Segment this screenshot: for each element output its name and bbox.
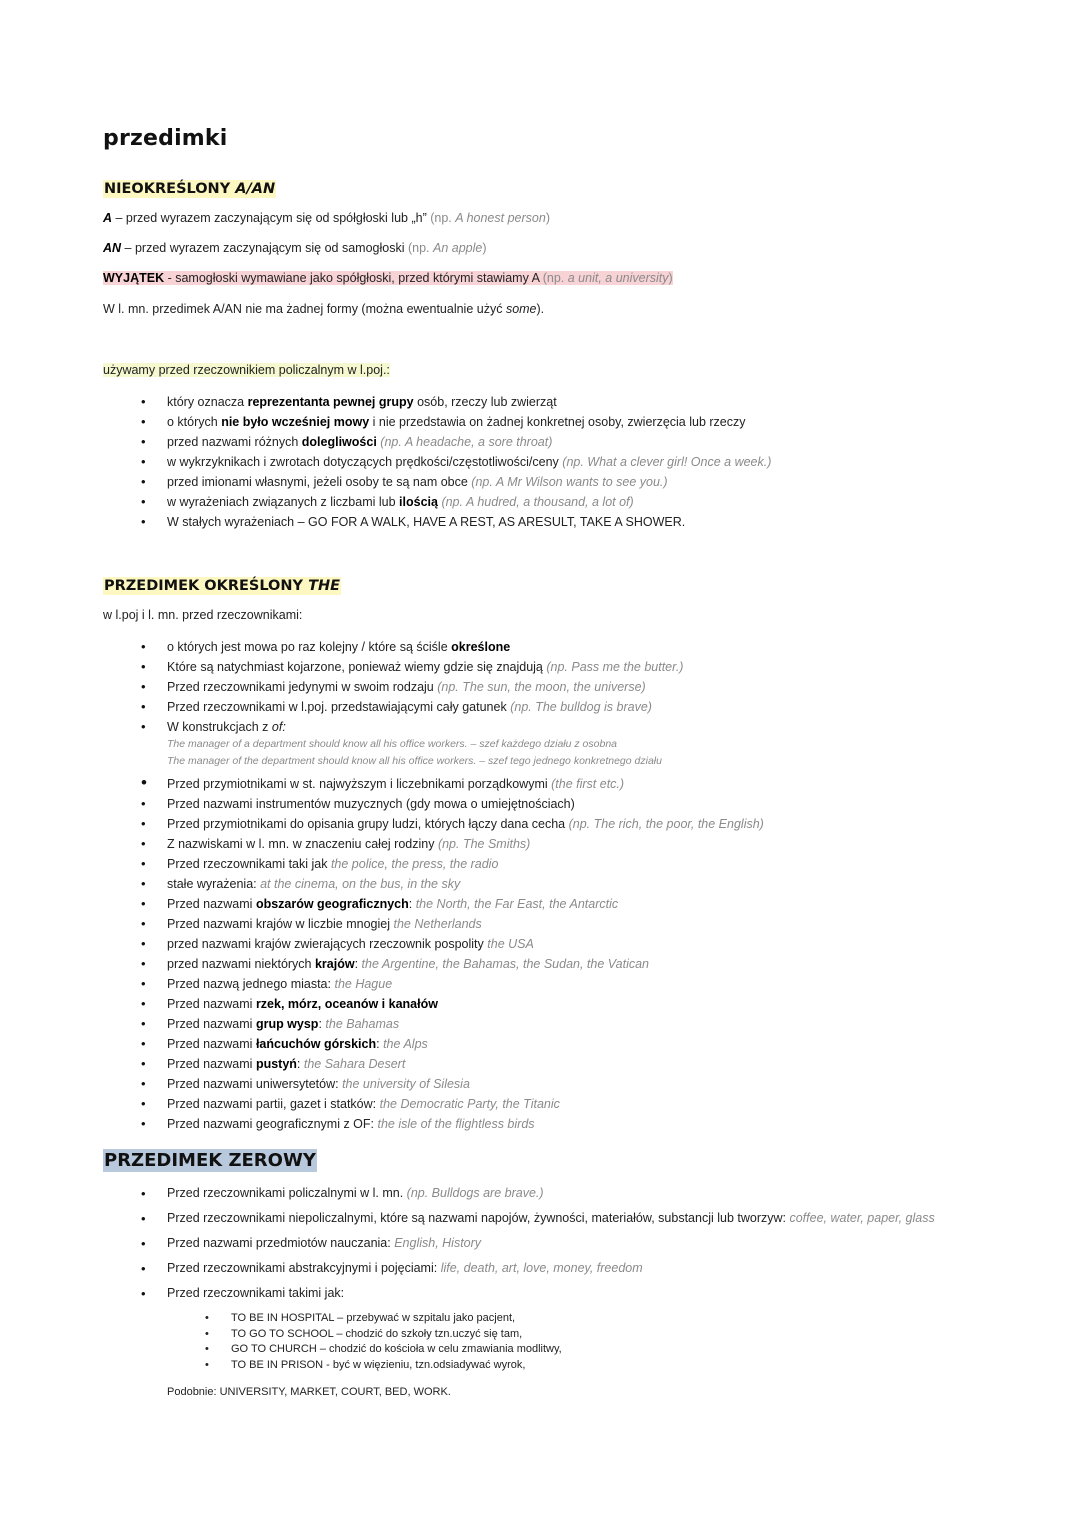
rule-text: – przed wyrazem zaczynającym się od samogłoski xyxy=(121,241,408,255)
example-pre: (np. xyxy=(407,241,433,255)
example-pre: (np. xyxy=(542,271,568,285)
zero-article-list xyxy=(139,1181,935,1306)
list-item: • Przed nazwami pustyń: the Sahara Desert xyxy=(139,1054,764,1074)
list-item: • Przed nazwami przedmiotów nauczania: English, History xyxy=(139,1231,935,1256)
example-pre: (np. xyxy=(430,211,456,225)
sub-list-item: • GO TO CHURCH – chodzić do kościoła w celu zmawiania modlitwy, xyxy=(203,1342,562,1358)
list-item: • stałe wyrażenia: at the cinema, on the bus, in the sky xyxy=(139,874,764,894)
list-item: • przed nazwami niektórych krajów: the Argentine, the Bahamas, the Sudan, the Vatican xyxy=(139,954,764,974)
indefinite-usage-list xyxy=(139,392,771,532)
rule-text: – przed wyrazem zaczynającym się od spółgłoski lub „h” xyxy=(112,211,431,225)
section-heading-zero: PRZEDIMEK ZEROWY xyxy=(104,1150,316,1171)
example: A honest person xyxy=(455,211,546,225)
list-item: • Przed nazwami obszarów geograficznych: the North, the Far East, the Antarctic xyxy=(139,894,764,914)
list-item: • Przed rzeczownikami takimi jak: xyxy=(139,1281,935,1306)
similar-note: Podobnie: UNIVERSITY, MARKET, COURT, BED, WORK. xyxy=(167,1386,451,1398)
rule-exception xyxy=(103,271,673,285)
list-item: • Przed przymiotnikami do opisania grupy ludzi, których łączy dana cecha (np. The rich, the poor, the English) xyxy=(139,814,764,834)
list-item: • Przed nazwami geograficznymi z OF: the isle of the flightless birds xyxy=(139,1114,764,1134)
list-item: • Z nazwiskami w l. mn. w znaczeniu całej rodziny (np. The Smiths) xyxy=(139,834,764,854)
sub-list-item: • TO BE IN PRISON - być w więzieniu, tzn.odsiadywać wyrok, xyxy=(203,1358,562,1374)
section-heading-indefinite xyxy=(103,180,276,198)
list-item: • Przed nazwami łańcuchów górskich: the Alps xyxy=(139,1034,764,1054)
list-item: • Przed nazwą jednego miasta: the Hague xyxy=(139,974,764,994)
section-heading-definite xyxy=(103,577,341,595)
list-item: • o których jest mowa po raz kolejny / które są ściśle określone xyxy=(139,637,683,657)
rule-post: ). xyxy=(536,302,545,316)
example-post: ) xyxy=(545,211,550,225)
example-sentence: The manager of the department should know all his office workers. – szef tego jednego konkretnego działu xyxy=(167,755,662,767)
list-item: • przed imionami własnymi, jeżeli osoby te są nam obce (np. A Mr Wilson wants to see you.) xyxy=(139,472,771,492)
list-item: • Przed nazwami rzek, mórz, oceanów i kanałów xyxy=(139,994,764,1014)
example: a unit, a university xyxy=(567,271,669,285)
list-item: • o których nie było wcześniej mowy i nie przedstawia on żadnej konkretnej osoby, zwierzęcia lub rzeczy xyxy=(139,412,771,432)
rule-text: - samogłoski wymawiane jako spółgłoski, przed którymi stawiamy A xyxy=(164,271,543,285)
rule-lead: AN xyxy=(103,241,122,255)
example-post: ) xyxy=(668,271,673,285)
example-sentence: The manager of a department should know all his office workers. – szef każdego działu z osobna xyxy=(167,738,617,750)
rule-lead: A xyxy=(103,211,113,225)
rule-italic: some xyxy=(505,302,537,316)
usage-intro: używamy przed rzeczownikiem policzalnym w l.poj.: xyxy=(103,363,390,377)
definite-usage-list-b xyxy=(139,774,764,1134)
definite-usage-list-a xyxy=(139,637,683,737)
list-item: • W stałych wyrażeniach – GO FOR A WALK, HAVE A REST, AS ARESULT, TAKE A SHOWER. xyxy=(139,512,771,532)
list-item: • przed nazwami różnych dolegliwości (np. A headache, a sore throat) xyxy=(139,432,771,452)
list-item: • Które są natychmiast kojarzone, ponieważ wiemy gdzie się znajdują (np. Pass me the butter.) xyxy=(139,657,683,677)
list-item: • w wyrażeniach związanych z liczbami lub ilością (np. A hudred, a thousand, a lot of) xyxy=(139,492,771,512)
zero-article-sublist xyxy=(203,1311,562,1373)
heading-text: NIEOKREŚLONY xyxy=(104,181,236,197)
list-item: • Przed nazwami partii, gazet i statków: the Democratic Party, the Titanic xyxy=(139,1094,764,1114)
rule-text: W l. mn. przedimek A/AN nie ma żadnej formy (można ewentualnie użyć xyxy=(103,302,506,316)
list-item: • Przed nazwami krajów w liczbie mnogiej the Netherlands xyxy=(139,914,764,934)
rule-lead: WYJĄTEK xyxy=(103,271,165,285)
list-item: • Przed rzeczownikami jedynymi w swoim rodzaju (np. The sun, the moon, the universe) xyxy=(139,677,683,697)
rule-an xyxy=(103,241,487,255)
list-item: • Przed nazwami grup wysp: the Bahamas xyxy=(139,1014,764,1034)
list-item: • Przed rzeczownikami abstrakcyjnymi i pojęciami: life, death, art, love, money, freedom xyxy=(139,1256,935,1281)
heading-italic: A/AN xyxy=(235,181,276,197)
list-item: • Przed rzeczownikami w l.poj. przedstawiającymi cały gatunek (np. The bulldog is brave) xyxy=(139,697,683,717)
list-item: • W konstrukcjach z of: xyxy=(139,717,683,737)
heading-text: PRZEDIMEK OKREŚLONY xyxy=(104,578,309,594)
list-item: • w wykrzyknikach i zwrotach dotyczących prędkości/częstotliwości/ceny (np. What a clever girl! Once a week.) xyxy=(139,452,771,472)
rule-plural xyxy=(103,302,544,316)
definite-intro: w l.poj i l. mn. przed rzeczownikami: xyxy=(103,608,303,622)
rule-a xyxy=(103,211,550,225)
example-post: ) xyxy=(482,241,487,255)
heading-italic: THE xyxy=(308,578,341,594)
list-item: • Przed rzeczownikami taki jak the police, the press, the radio xyxy=(139,854,764,874)
list-item: • przed nazwami krajów zwierających rzeczownik pospolity the USA xyxy=(139,934,764,954)
list-item: • Przed rzeczownikami policzalnymi w l. mn. (np. Bulldogs are brave.) xyxy=(139,1181,935,1206)
page-title: przedimki xyxy=(103,126,228,151)
sub-list-item: • TO BE IN HOSPITAL – przebywać w szpitalu jako pacjent, xyxy=(203,1311,562,1327)
sub-list-item: • TO GO TO SCHOOL – chodzić do szkoły tzn.uczyć się tam, xyxy=(203,1327,562,1343)
example: An apple xyxy=(433,241,483,255)
list-item: • Przed nazwami uniwersytetów: the university of Silesia xyxy=(139,1074,764,1094)
list-item: • Przed rzeczownikami niepoliczalnymi, które są nazwami napojów, żywności, materiałów, substancji lub tworzyw: coffee, water, paper, glass xyxy=(139,1206,935,1231)
list-item: • Przed nazwami instrumentów muzycznych (gdy mowa o umiejętnościach) xyxy=(139,794,764,814)
list-item: • Przed przymiotnikami w st. najwyższym i liczebnikami porządkowymi (the first etc.) xyxy=(139,774,764,794)
list-item: • który oznacza reprezentanta pewnej grupy osób, rzeczy lub zwierząt xyxy=(139,392,771,412)
